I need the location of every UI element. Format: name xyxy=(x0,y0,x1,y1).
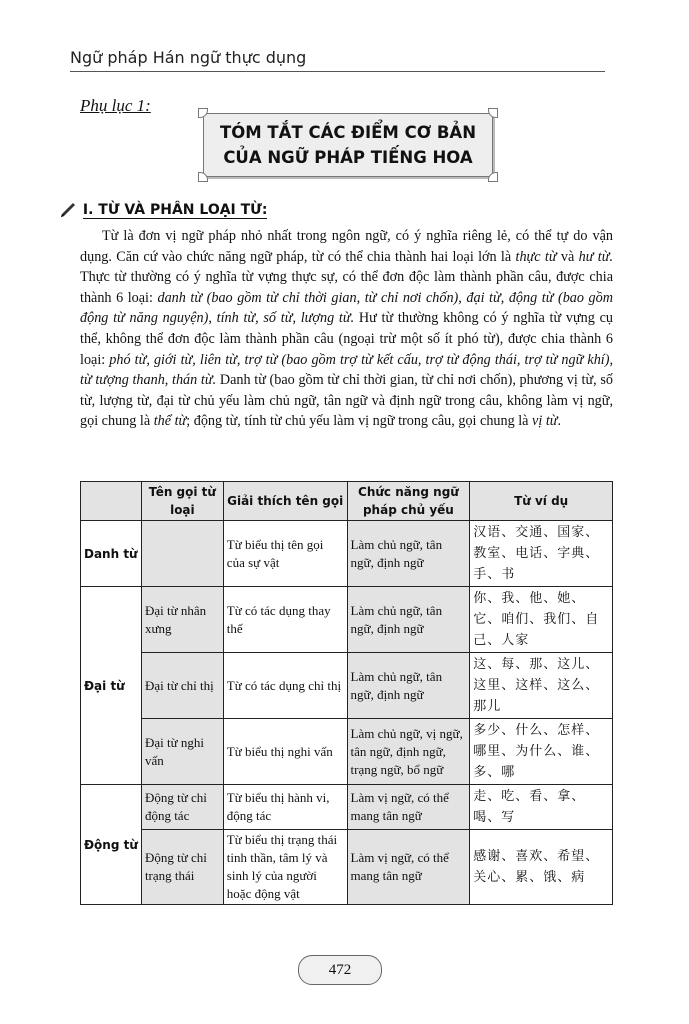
running-header xyxy=(70,48,605,72)
explanation-cell: Từ biểu thị nghi vấn xyxy=(223,719,347,785)
name-cell: Động từ chỉ trạng thái xyxy=(141,830,223,905)
paragraph-run: Danh từ (bao gồm từ chỉ thời gian, từ chỉ nơi chốn), phương vị từ, số từ, lượng từ, đại từ chủ yếu làm chủ ngữ, tân ngữ và định ngữ trong câu, không làm vị ngữ, gọi chung là xyxy=(80,372,613,430)
explanation-cell: Từ biểu thị tên gọi của sự vật xyxy=(223,521,347,587)
examples-cell: 多少、什么、怎样、哪里、为什么、谁、多、哪 xyxy=(470,719,613,785)
category-cell: Đại từ xyxy=(81,587,142,785)
header-name: Tên gọi từ loại xyxy=(141,482,223,521)
body-paragraph xyxy=(80,226,613,432)
function-cell: Làm chủ ngữ, tân ngữ, định ngữ xyxy=(347,587,470,653)
table-row xyxy=(81,653,613,719)
page-number: 472 xyxy=(298,955,382,985)
table-row xyxy=(81,785,613,830)
explanation-cell: Từ có tác dụng chỉ thị xyxy=(223,653,347,719)
table-row xyxy=(81,587,613,653)
function-cell: Làm vị ngữ, có thể mang tân ngữ xyxy=(347,830,470,905)
name-cell: Động từ chỉ động tác xyxy=(141,785,223,830)
name-cell: Đại từ nhân xưng xyxy=(141,587,223,653)
explanation-cell: Từ biểu thị hành vi, động tác xyxy=(223,785,347,830)
examples-cell: 这、每、那、这儿、这里、这样、这么、那儿 xyxy=(470,653,613,719)
name-cell: Đại từ chỉ thị xyxy=(141,653,223,719)
paragraph-run: phó từ, giới từ, liên từ, trợ từ (bao gồm trợ từ kết cấu, trợ từ động thái, trợ từ ngữ khí), từ tượng thanh, thán từ. xyxy=(80,351,614,389)
paragraph xyxy=(80,226,613,432)
examples-cell: 你、我、他、她、它、咱们、我们、自己、人家 xyxy=(470,587,613,653)
section-heading-text: I. TỪ VÀ PHÂN LOẠI TỪ: xyxy=(82,202,268,218)
function-cell: Làm chủ ngữ, vị ngữ, tân ngữ, định ngữ, trạng ngữ, bổ ngữ xyxy=(347,719,470,785)
examples-cell: 感谢、喜欢、希望、关心、累、饿、病 xyxy=(470,830,613,905)
table-row xyxy=(81,830,613,905)
section-heading xyxy=(58,200,267,220)
category-cell: Động từ xyxy=(81,785,142,905)
function-cell: Làm chủ ngữ, tân ngữ, định ngữ xyxy=(347,653,470,719)
header-function: Chức năng ngữ pháp chủ yếu xyxy=(347,482,470,521)
paragraph-run: Hư từ thường không có ý nghĩa từ vựng cụ thể, không thể đơn độc làm thành phần câu (ngoại trừ một số ít phó từ), được chia thành 6 loại: xyxy=(80,310,613,368)
header-explanation: Giải thích tên gọi xyxy=(223,482,347,521)
paragraph-run: ; động từ, tính từ chủ yếu làm vị ngữ trong câu, gọi chung là xyxy=(186,413,533,430)
table-row xyxy=(81,719,613,785)
paragraph-run: và xyxy=(556,248,579,265)
paragraph-run: Từ là đơn vị ngữ pháp nhỏ nhất trong ngôn ngữ, có ý nghĩa riêng lẻ, có thể tự do vận dụng. Căn cứ vào chức năng ngữ pháp, từ có thể chia thành hai loại lớn là xyxy=(80,228,613,265)
examples-cell: 走、吃、看、拿、喝、写 xyxy=(470,785,613,830)
paragraph-run: danh từ (bao gồm từ chỉ thời gian, từ chỉ nơi chốn), đại từ, động từ (bao gồm động từ năng nguyện), tính từ, số từ, lượng từ. xyxy=(80,289,613,327)
table-row xyxy=(81,521,613,587)
title-line-2: CỦA NGỮ PHÁP TIẾNG HOA xyxy=(223,148,473,167)
header-examples: Từ ví dụ xyxy=(470,482,613,521)
category-cell: Danh từ xyxy=(81,521,142,587)
examples-cell: 汉语、交通、国家、教室、电话、字典、手、书 xyxy=(470,521,613,587)
title-box xyxy=(203,113,493,177)
name-cell xyxy=(141,521,223,587)
table-header-row xyxy=(81,482,613,521)
paragraph-run: hư từ. xyxy=(578,248,613,265)
explanation-cell: Từ có tác dụng thay thế xyxy=(223,587,347,653)
function-cell: Làm chủ ngữ, tân ngữ, định ngữ xyxy=(347,521,470,587)
paragraph-run: thực từ xyxy=(515,248,557,265)
explanation-cell: Từ biểu thị trạng thái tinh thần, tâm lý và sinh lý của người hoặc động vật xyxy=(223,830,347,905)
paragraph-run: thể từ xyxy=(153,413,187,430)
paragraph-run: vị từ xyxy=(532,413,558,430)
pen-icon xyxy=(58,200,78,220)
appendix-label: Phụ lục 1: xyxy=(80,96,151,115)
word-class-table xyxy=(80,481,613,905)
function-cell: Làm vị ngữ, có thể mang tân ngữ xyxy=(347,785,470,830)
name-cell: Đại từ nghi vấn xyxy=(141,719,223,785)
running-title: Ngữ pháp Hán ngữ thực dụng xyxy=(70,48,307,67)
paragraph-run: . xyxy=(557,413,562,430)
paragraph-run: Thực từ thường có ý nghĩa từ vựng thực sự, có thể đơn độc làm thành phần câu, được chia thành 6 loại: xyxy=(80,269,613,306)
title-line-1: TÓM TẮT CÁC ĐIỂM CƠ BẢN xyxy=(219,123,477,142)
